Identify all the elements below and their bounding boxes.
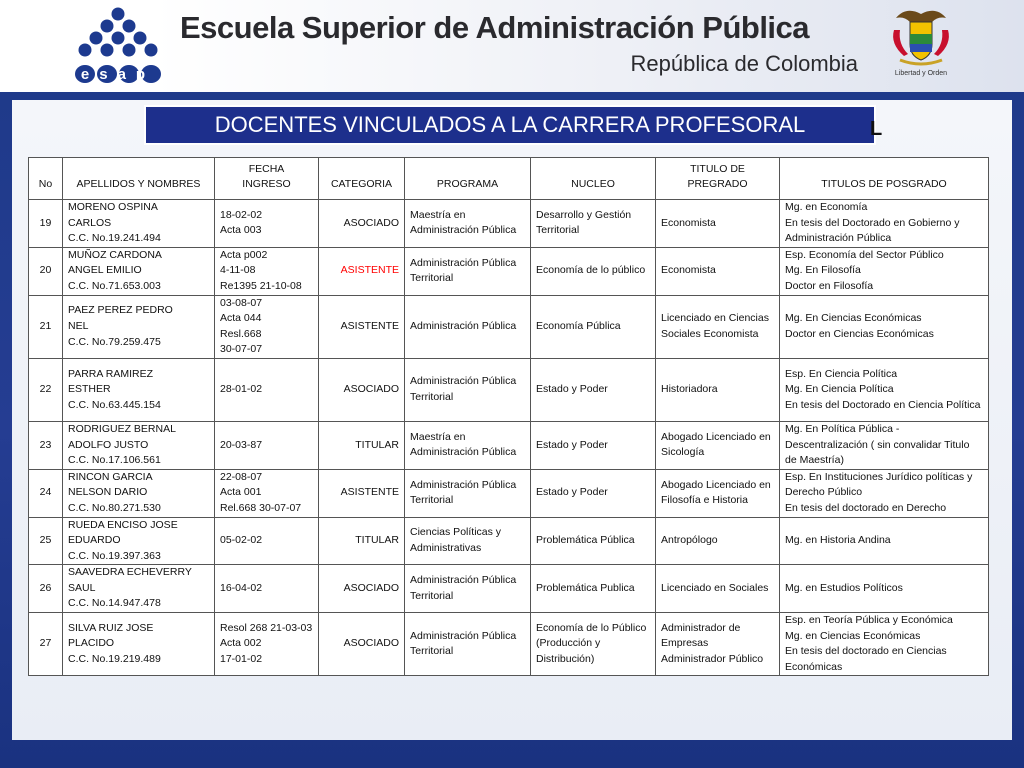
cell-nucleus: Desarrollo y Gestión Territorial	[531, 200, 656, 248]
cell-undergrad: Abogado Licenciado en Sicología	[656, 421, 780, 469]
cell-program: Administración Pública Territorial	[405, 469, 531, 517]
table-row	[29, 295, 989, 358]
table-row	[29, 613, 989, 676]
cell-program: Administración Pública Territorial	[405, 247, 531, 295]
logo-letters: esap	[80, 66, 156, 83]
cell-name: SILVA RUIZ JOSE PLACIDO C.C. No.19.219.489	[63, 613, 215, 676]
cell-date: Resol 268 21-03-03 Acta 002 17-01-02	[215, 613, 319, 676]
table-row	[29, 421, 989, 469]
cell-postgrad: Esp. En Ciencia Política Mg. En Ciencia Política En tesis del Doctorado en Ciencia Política	[780, 358, 989, 421]
cell-undergrad: Economista	[656, 200, 780, 248]
cell-category: ASOCIADO	[319, 565, 405, 613]
cell-category: TITULAR	[319, 421, 405, 469]
teachers-table	[28, 157, 989, 676]
cell-nucleus: Estado y Poder	[531, 358, 656, 421]
header-program: PROGRAMA	[405, 158, 531, 200]
coat-of-arms-icon	[886, 4, 956, 68]
cell-no: 24	[29, 469, 63, 517]
cell-program: Maestría en Administración Pública	[405, 421, 531, 469]
header-names: APELLIDOS Y NOMBRES	[63, 158, 215, 200]
slide-title: DOCENTES VINCULADOS A LA CARRERA PROFESORAL	[214, 112, 806, 137]
cell-postgrad: Mg. en Estudios Políticos	[780, 565, 989, 613]
cell-category: ASOCIADO	[319, 358, 405, 421]
cell-undergrad: Licenciado en Sociales	[656, 565, 780, 613]
cell-no: 27	[29, 613, 63, 676]
cell-undergrad: Licenciado en Ciencias Sociales Economista	[656, 295, 780, 358]
cell-undergrad: Administrador de Empresas Administrador Público	[656, 613, 780, 676]
cell-no: 22	[29, 358, 63, 421]
cell-undergrad: Abogado Licenciado en Filosofía e Historia	[656, 469, 780, 517]
country-name: República de Colombia	[630, 51, 858, 76]
esap-logo	[70, 4, 165, 88]
cell-category: ASOCIADO	[319, 613, 405, 676]
cell-postgrad: Esp. En Instituciones Jurídico políticas y Derecho Público En tesis del doctorado en Derecho	[780, 469, 989, 517]
cell-date: 20-03-87	[215, 421, 319, 469]
table-row	[29, 200, 989, 248]
cell-date: 18-02-02 Acta 003	[215, 200, 319, 248]
cell-no: 23	[29, 421, 63, 469]
cell-name: SAAVEDRA ECHEVERRY SAUL C.C. No.14.947.478	[63, 565, 215, 613]
cell-nucleus: Estado y Poder	[531, 421, 656, 469]
cell-postgrad: Esp. en Teoría Pública y Económica Mg. en Ciencias Económicas En tesis del doctorado en Ciencias Económicas	[780, 613, 989, 676]
cell-nucleus: Problemática Pública	[531, 517, 656, 565]
header-nucleus: NUCLEO	[531, 158, 656, 200]
table-row	[29, 565, 989, 613]
table-row	[29, 469, 989, 517]
cell-program: Administración Pública Territorial	[405, 358, 531, 421]
cell-program: Ciencias Políticas y Administrativas	[405, 517, 531, 565]
cell-category: ASISTENTE	[319, 247, 405, 295]
page-header	[0, 0, 1024, 92]
cell-undergrad: Historiadora	[656, 358, 780, 421]
cell-category: ASISTENTE	[319, 295, 405, 358]
cell-name: MORENO OSPINA CARLOS C.C. No.19.241.494	[63, 200, 215, 248]
header-category: CATEGORIA	[319, 158, 405, 200]
cell-undergrad: Economista	[656, 247, 780, 295]
table-header-row	[29, 158, 989, 200]
cell-program: Administración Pública Territorial	[405, 565, 531, 613]
cell-program: Administración Pública	[405, 295, 531, 358]
cell-nucleus: Economía Pública	[531, 295, 656, 358]
header-postgrad: TITULOS DE POSGRADO	[780, 158, 989, 200]
cell-category: ASOCIADO	[319, 200, 405, 248]
cell-nucleus: Problemática Publica	[531, 565, 656, 613]
cell-name: PARRA RAMIREZ ESTHER C.C. No.63.445.154	[63, 358, 215, 421]
cell-postgrad: Esp. Economía del Sector Público Mg. En Filosofía Doctor en Filosofía	[780, 247, 989, 295]
cell-postgrad: Mg. en Historia Andina	[780, 517, 989, 565]
cell-postgrad: Mg. En Política Pública - Descentralización ( sin convalidar Titulo de Maestría)	[780, 421, 989, 469]
table-row	[29, 358, 989, 421]
cell-nucleus: Economía de lo público	[531, 247, 656, 295]
cell-category: ASISTENTE	[319, 469, 405, 517]
cell-no: 20	[29, 247, 63, 295]
cell-date: 05-02-02	[215, 517, 319, 565]
title-overflow-letter: L	[870, 118, 883, 140]
cell-name: MUÑOZ CARDONA ANGEL EMILIO C.C. No.71.653.003	[63, 247, 215, 295]
header-date: FECHA INGRESO	[215, 158, 319, 200]
slide-title-box	[144, 105, 876, 145]
cell-date: 28-01-02	[215, 358, 319, 421]
header-no: No	[29, 158, 63, 200]
coat-caption: Libertad y Orden	[894, 70, 948, 77]
cell-name: PAEZ PEREZ PEDRO NEL C.C. No.79.259.475	[63, 295, 215, 358]
cell-undergrad: Antropólogo	[656, 517, 780, 565]
cell-nucleus: Estado y Poder	[531, 469, 656, 517]
cell-date: 16-04-02	[215, 565, 319, 613]
cell-postgrad: Mg. En Ciencias Económicas Doctor en Ciencias Económicas	[780, 295, 989, 358]
cell-no: 25	[29, 517, 63, 565]
table-row	[29, 247, 989, 295]
institution-name: Escuela Superior de Administración Pública	[180, 10, 810, 45]
table-row	[29, 517, 989, 565]
header-undergrad: TITULO DE PREGRADO	[656, 158, 780, 200]
cell-date: 22-08-07 Acta 001 Rel.668 30-07-07	[215, 469, 319, 517]
cell-date: 03-08-07 Acta 044 Resl.668 30-07-07	[215, 295, 319, 358]
cell-name: RINCON GARCIA NELSON DARIO C.C. No.80.271.530	[63, 469, 215, 517]
cell-postgrad: Mg. en Economía En tesis del Doctorado en Gobierno y Administración Pública	[780, 200, 989, 248]
cell-no: 26	[29, 565, 63, 613]
cell-nucleus: Economía de lo Público (Producción y Distribución)	[531, 613, 656, 676]
cell-program: Administración Pública Territorial	[405, 613, 531, 676]
cell-program: Maestría en Administración Pública	[405, 200, 531, 248]
cell-name: RODRIGUEZ BERNAL ADOLFO JUSTO C.C. No.17.106.561	[63, 421, 215, 469]
cell-category: TITULAR	[319, 517, 405, 565]
cell-name: RUEDA ENCISO JOSE EDUARDO C.C. No.19.397.363	[63, 517, 215, 565]
cell-no: 19	[29, 200, 63, 248]
cell-date: Acta p002 4-11-08 Re1395 21-10-08	[215, 247, 319, 295]
cell-no: 21	[29, 295, 63, 358]
